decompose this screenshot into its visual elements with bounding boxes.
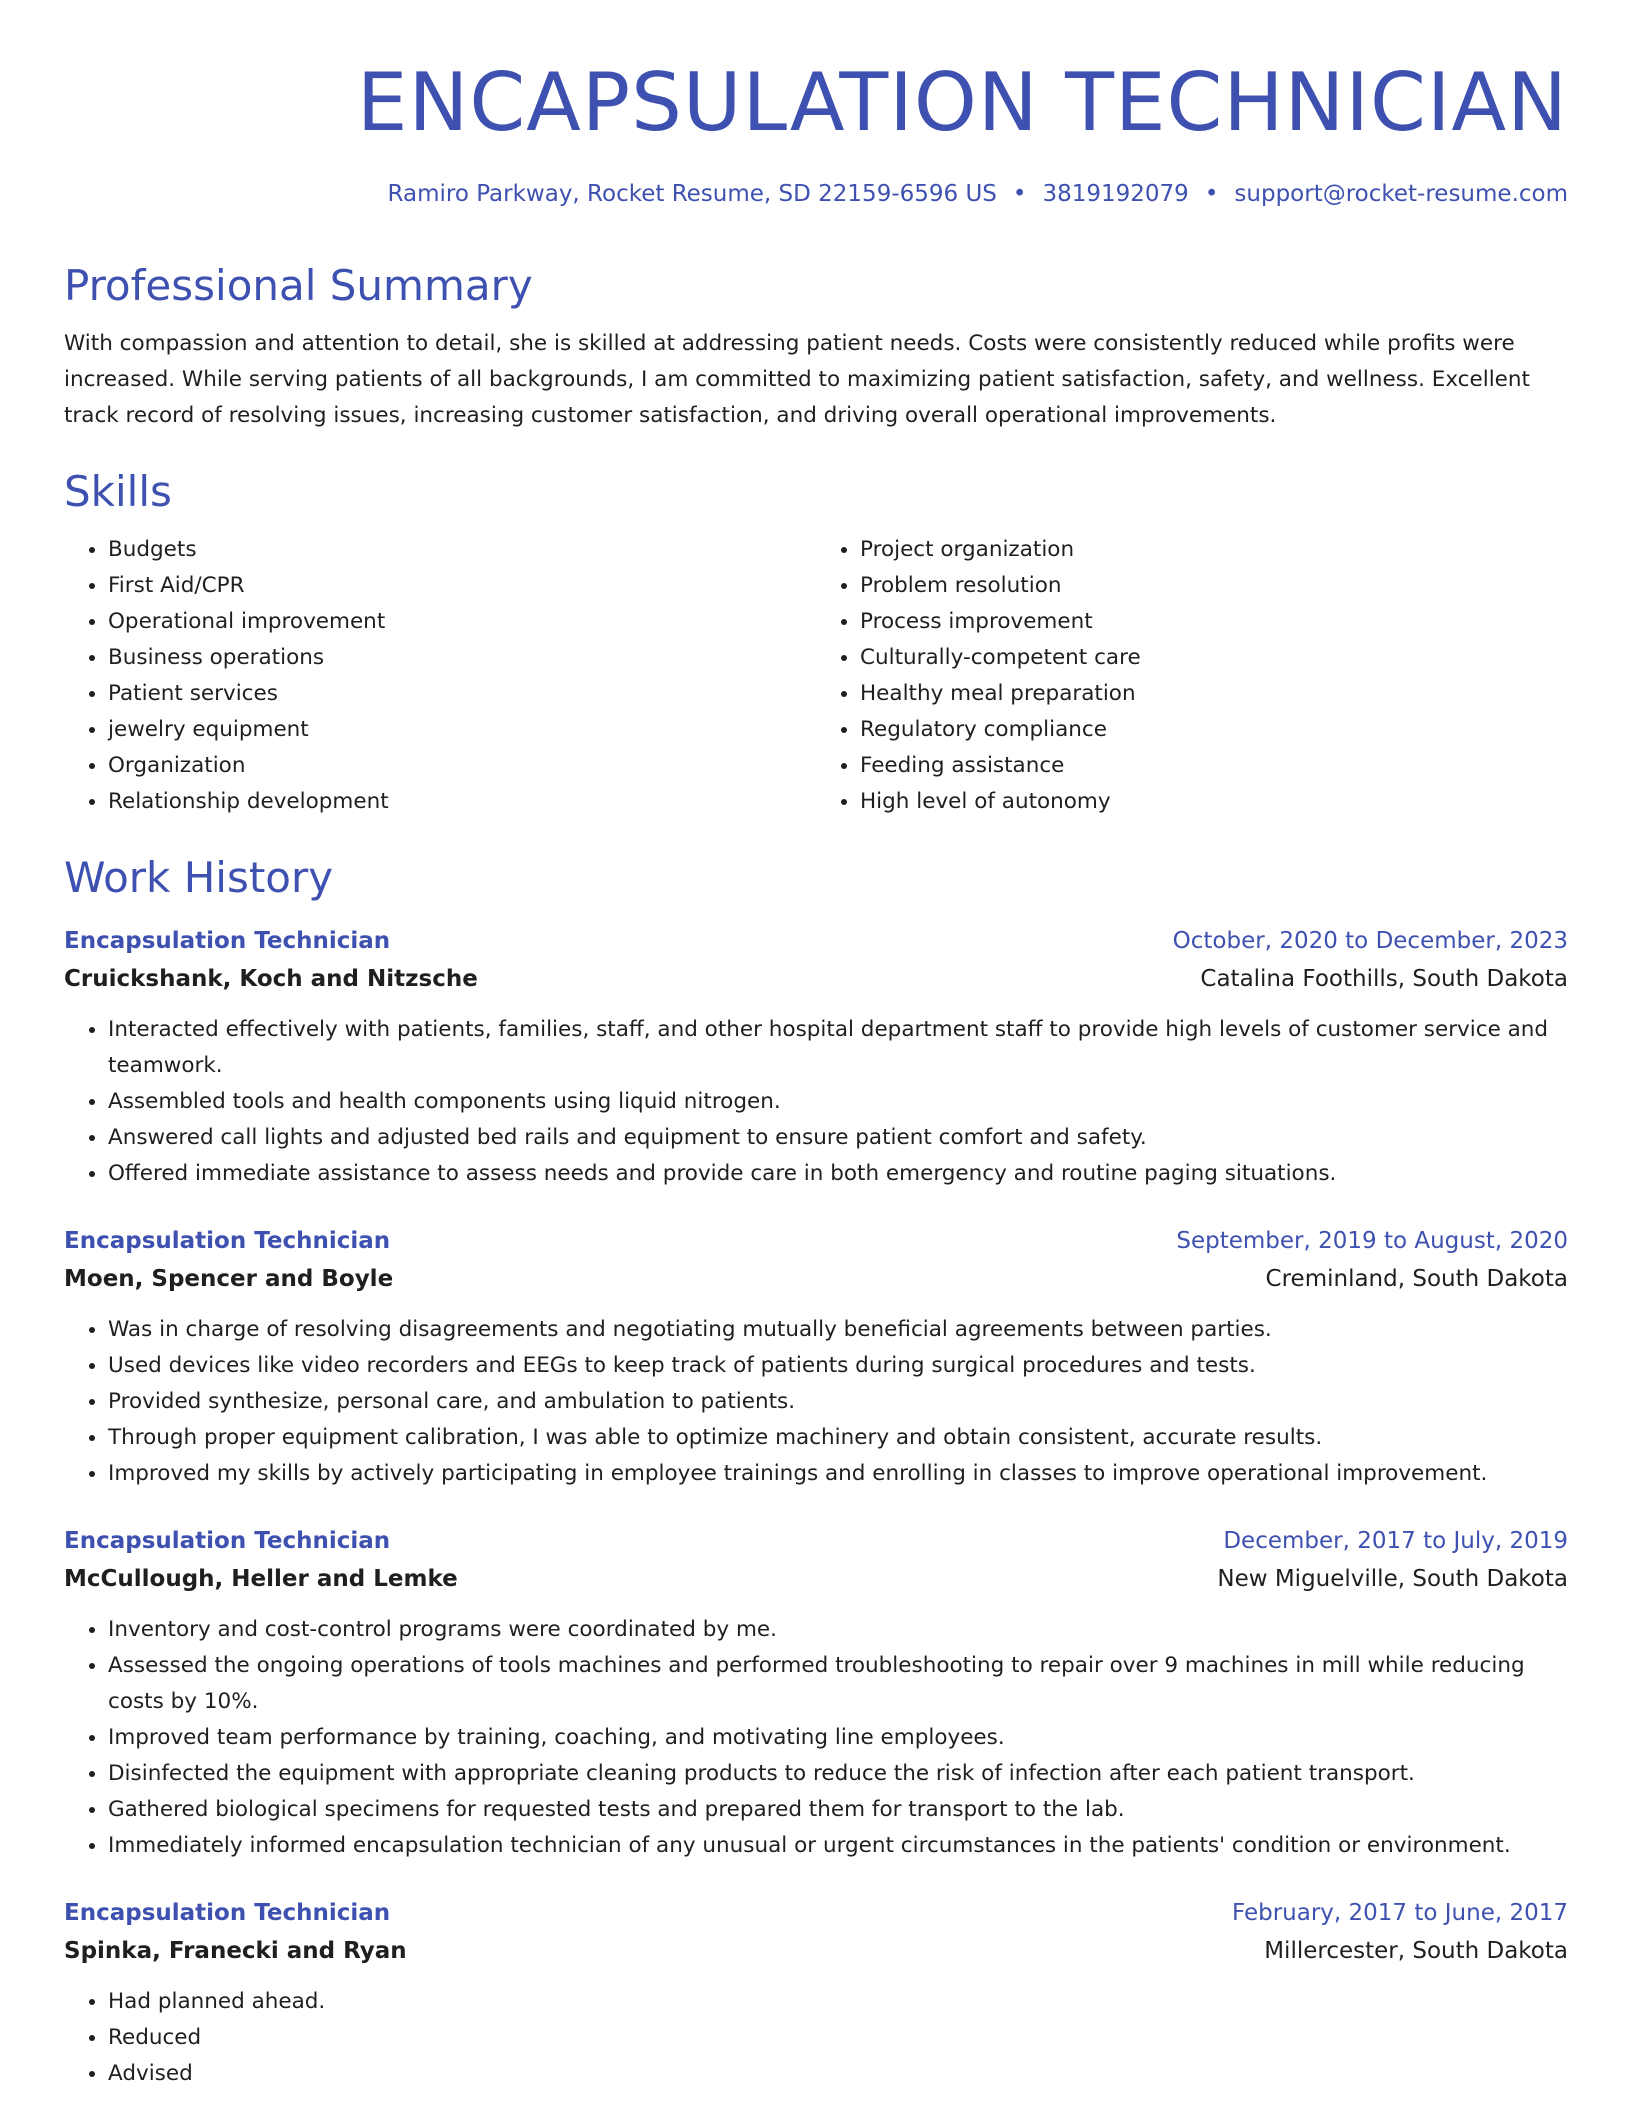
- job-employer-row: [64, 1260, 1568, 1298]
- summary-heading: Professional Summary: [64, 261, 533, 310]
- skill-item: • Relationship development: [108, 784, 816, 820]
- job-title: Encapsulation Technician: [64, 1228, 391, 1254]
- job-bullet: • Improved my skills by actively participating in employee trainings and enrolling in classes to improve operational improvement.: [108, 1456, 1568, 1492]
- job-bullet: • Had planned ahead.: [108, 1984, 1568, 2020]
- job-company: Spinka, Franecki and Ryan: [64, 1938, 407, 1964]
- job-title: Encapsulation Technician: [64, 928, 391, 954]
- job-dates: September, 2019 to August, 2020: [1176, 1228, 1568, 1254]
- job-bullet: • Immediately informed encapsulation technician of any unusual or urgent circumstances in the patients' condition or environment.: [108, 1828, 1568, 1864]
- job-bullet: • Assembled tools and health components using liquid nitrogen.: [108, 1084, 1568, 1120]
- skill-item: • First Aid/CPR: [108, 568, 816, 604]
- job-employer-row: [64, 1560, 1568, 1598]
- job-bullet: • Inventory and cost-control programs were coordinated by me.: [108, 1612, 1568, 1648]
- job-bullet: • Offered immediate assistance to assess needs and provide care in both emergency and routine paging situations.: [108, 1156, 1568, 1192]
- job-entry: [64, 1894, 1568, 2092]
- summary-text: With compassion and attention to detail, she is skilled at addressing patient needs. Costs were consistently reduced while profits were increased. While serving patients of all backgrounds, I am committed to maximizing patient satisfaction, safety, and wellness. Excellent track record of resolving issues, increasing customer satisfaction, and driving overall operational improvements.: [64, 331, 1530, 428]
- job-location: New Miguelville, South Dakota: [1217, 1566, 1568, 1592]
- skill-item: • jewelry equipment: [108, 712, 816, 748]
- skill-item: • Patient services: [108, 676, 816, 712]
- skill-item: • High level of autonomy: [860, 784, 1568, 820]
- skill-item: • Business operations: [108, 640, 816, 676]
- job-bullet: • Provided synthesize, personal care, and ambulation to patients.: [108, 1384, 1568, 1420]
- job-bullet: • Disinfected the equipment with appropriate cleaning products to reduce the risk of infection after each patient transport.: [108, 1756, 1568, 1792]
- job-location: Creminland, South Dakota: [1265, 1266, 1568, 1292]
- contact-email[interactable]: support@rocket-resume.com: [1234, 181, 1568, 207]
- job-bullet: • Reduced: [108, 2020, 1568, 2056]
- job-location: Catalina Foothills, South Dakota: [1200, 966, 1568, 992]
- job-company: Cruickshank, Koch and Nitzsche: [64, 966, 478, 992]
- job-employer-row: [64, 1932, 1568, 1970]
- job-title: Encapsulation Technician: [64, 1900, 391, 1926]
- job-bullet: • Assessed the ongoing operations of tools machines and performed troubleshooting to repair over 9 machines in mill while reducing costs by 10%.: [108, 1648, 1568, 1720]
- job-bullets: [64, 1612, 1568, 1864]
- contact-line: [64, 178, 1568, 210]
- skills-column-right: [816, 532, 1568, 820]
- skill-item: • Healthy meal preparation: [860, 676, 1568, 712]
- job-bullets: [64, 1984, 1568, 2092]
- job-bullets: [64, 1012, 1568, 1192]
- job-header-row: [64, 922, 1568, 960]
- contact-separator: •: [1204, 181, 1219, 207]
- job-header-row: [64, 1222, 1568, 1260]
- job-dates: October, 2020 to December, 2023: [1172, 928, 1568, 954]
- job-dates: December, 2017 to July, 2019: [1223, 1528, 1568, 1554]
- job-employer-row: [64, 960, 1568, 998]
- work-history-heading: Work History: [64, 853, 334, 902]
- skills-heading: Skills: [64, 467, 172, 516]
- job-bullet: • Advised: [108, 2056, 1568, 2092]
- job-location: Millercester, South Dakota: [1264, 1938, 1568, 1964]
- job-entry: [64, 1522, 1568, 1864]
- skill-item: • Budgets: [108, 532, 816, 568]
- skill-item: • Project organization: [860, 532, 1568, 568]
- job-entry: [64, 1222, 1568, 1492]
- skill-item: • Feeding assistance: [860, 748, 1568, 784]
- skills-list: [64, 532, 1568, 820]
- skill-item: • Process improvement: [860, 604, 1568, 640]
- skills-column-left: [64, 532, 816, 820]
- job-bullet: • Used devices like video recorders and EEGs to keep track of patients during surgical procedures and tests.: [108, 1348, 1568, 1384]
- job-entry: [64, 922, 1568, 1192]
- job-title: Encapsulation Technician: [64, 1528, 391, 1554]
- job-bullet: • Through proper equipment calibration, I was able to optimize machinery and obtain consistent, accurate results.: [108, 1420, 1568, 1456]
- contact-address: Ramiro Parkway, Rocket Resume, SD 22159-6596 US: [387, 181, 997, 207]
- skill-item: • Problem resolution: [860, 568, 1568, 604]
- skill-item: • Regulatory compliance: [860, 712, 1568, 748]
- skill-item: • Culturally-competent care: [860, 640, 1568, 676]
- contact-separator: •: [1012, 181, 1027, 207]
- job-bullet: • Answered call lights and adjusted bed rails and equipment to ensure patient comfort and safety.: [108, 1120, 1568, 1156]
- contact-phone: 3819192079: [1042, 181, 1189, 207]
- skill-item: • Organization: [108, 748, 816, 784]
- job-dates: February, 2017 to June, 2017: [1231, 1900, 1568, 1926]
- job-header-row: [64, 1522, 1568, 1560]
- job-company: Moen, Spencer and Boyle: [64, 1266, 394, 1292]
- job-bullet: • Was in charge of resolving disagreements and negotiating mutually beneficial agreements between parties.: [108, 1312, 1568, 1348]
- job-bullet: • Gathered biological specimens for requested tests and prepared them for transport to the lab.: [108, 1792, 1568, 1828]
- job-header-row: [64, 1894, 1568, 1932]
- job-bullets: [64, 1312, 1568, 1492]
- job-bullet: • Improved team performance by training, coaching, and motivating line employees.: [108, 1720, 1568, 1756]
- resume-title: ENCAPSULATION TECHNICIAN: [356, 56, 1568, 149]
- skill-item: • Operational improvement: [108, 604, 816, 640]
- job-company: McCullough, Heller and Lemke: [64, 1566, 458, 1592]
- job-bullet: • Interacted effectively with patients, families, staff, and other hospital department staff to provide high levels of customer service and teamwork.: [108, 1012, 1568, 1084]
